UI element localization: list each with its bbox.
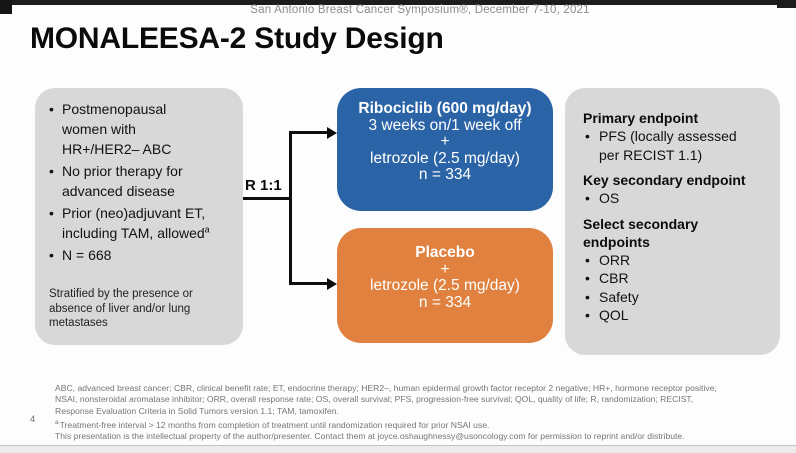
endpoint-item-qol [583,306,758,325]
endpoint-item-orr [583,251,758,270]
ip-notice-line: This presentation is the intellectual property of the author/presenter. Contact them at joyce.oshaughnessy@usoncology.com for permission to reprint and/or distribute. [55,431,685,442]
abbreviations-line-3: Response Evaluation Criteria in Solid Tumors version 1.1; TAM, tamoxifen. [55,405,339,416]
eligibility-list [49,99,215,265]
eligibility-bullet-no-prior-therapy [49,161,215,201]
endpoint-text: QOL [599,307,629,323]
footnotes [55,383,775,442]
endpoint-text: PFS (locally assessed per RECIST 1.1) [599,128,737,163]
select-secondary-endpoints-heading: Select secondary endpoints [583,215,699,250]
symposium-header: San Antonio Breast Cancer Symposium®, December 7-10, 2021 [250,4,590,16]
randomization-label: R 1:1 [245,177,282,194]
arm-n: n = 334 [418,166,472,183]
arm-title: Placebo [415,244,475,261]
arm-combo: letrozole (2.5 mg/day) [370,149,520,167]
bullet-text: No prior therapy for advanced disease [62,163,183,199]
abbreviations-line-1: ABC, advanced breast cancer; CBR, clinical benefit rate; ET, endocrine therapy; HER2–, human epidermal growth factor receptor 2 negative; HR+, hormone receptor positive; [55,383,717,393]
slide-number: 4 [30,414,36,425]
bullet-text: Postmenopausal women with HR+/HER2– ABC [62,101,172,157]
video-frame-bottom-strip [0,445,796,453]
placebo-arm-box [337,228,553,343]
endpoint-item-os [583,189,758,208]
stratification-note: Stratified by the presence or absence of liver and/or lung metastases [49,288,193,329]
bullet-text: N = 668 [62,247,112,263]
primary-endpoint-heading: Primary endpoint [583,110,699,126]
endpoint-item-safety [583,288,758,307]
arm-plus: + [440,133,450,150]
key-secondary-endpoint-heading: Key secondary endpoint [583,172,746,188]
connector-line-top-arm [289,131,328,134]
footnote-a-reference: a [204,224,210,235]
arrow-icon-bottom [327,278,337,290]
eligibility-bullet-prior-et [49,203,215,243]
arm-schedule: 3 weeks on/1 week off [368,116,522,134]
select-secondary-endpoint-list [583,251,758,325]
arm-combo: letrozole (2.5 mg/day) [370,277,520,294]
endpoint-text: ORR [599,251,631,268]
endpoint-text: OS [599,190,620,206]
abbreviations-line-2: NSAI, nonsteroidal aromatase inhibitor; ORR, overall response rate; OS, overall survival; PFS, progression-free survival; QOL, quality of life; R, randomization; RECIST, [55,394,694,405]
endpoint-text: Safety [599,288,639,305]
connector-line-horizontal [243,197,292,200]
eligibility-bullet-population [49,99,215,159]
footnote-a-text: Treatment-free interval > 12 months from completion of treatment until randomization required for prior NSAI use. [59,419,490,430]
ribociclib-arm-box [337,88,553,211]
connector-line-bottom-arm [289,282,328,285]
primary-endpoint-list [583,127,758,164]
endpoints-box [565,88,780,355]
endpoint-text: CBR [599,270,629,286]
slide-title: MONALEESA-2 Study Design [30,22,444,55]
eligibility-bullet-n [49,245,215,265]
endpoint-item-pfs [583,127,758,164]
arm-plus: + [440,260,450,278]
endpoint-item-cbr [583,269,758,288]
arm-n: n = 334 [418,293,472,311]
footnote-a-marker: a [55,418,59,426]
connector-line-vertical [289,131,292,285]
eligibility-box [35,88,243,345]
bullet-text: Prior (neo)adjuvant ET, including TAM, allowed [62,205,206,241]
arm-title: Ribociclib (600 mg/day) [358,100,532,117]
arrow-icon-top [327,127,337,139]
footnote-a-line [55,417,775,431]
key-secondary-endpoint-list [583,189,758,208]
